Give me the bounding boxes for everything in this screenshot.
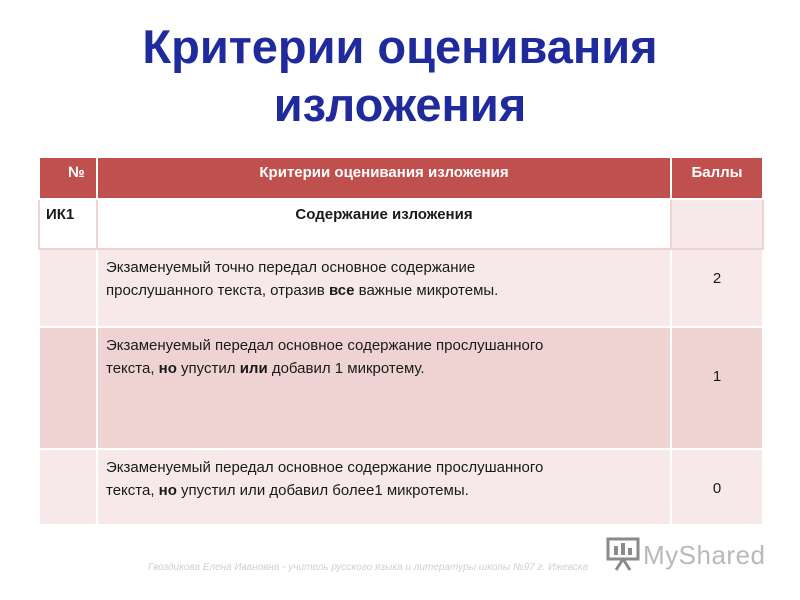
section-name: Содержание изложения: [97, 199, 671, 249]
criteria-text: упустил: [176, 360, 240, 377]
points-cell: [671, 449, 763, 525]
criteria-table: [38, 156, 764, 526]
row-number-empty: [39, 249, 97, 327]
criteria-cell: [97, 327, 671, 449]
criteria-emphasis: но: [158, 360, 177, 377]
presentation-board-icon: [605, 536, 641, 572]
section-row: [39, 199, 763, 249]
table-row: [39, 327, 763, 449]
criteria-text: важные микротемы.: [354, 282, 499, 299]
criteria-emphasis: или: [239, 360, 268, 377]
points-cell: [671, 327, 763, 449]
criteria-text: прослушанного текста, отразив: [106, 282, 329, 299]
page-title: [0, 18, 800, 134]
header-number: №: [39, 157, 97, 199]
header-points: Баллы: [671, 157, 763, 199]
criteria-line: Экзаменуемый передал основное содержание прослушанного: [106, 459, 544, 476]
criteria-text: текста,: [106, 482, 159, 499]
header-criteria: Критерии оценивания изложения: [97, 157, 671, 199]
section-code: ИК1: [39, 199, 97, 249]
table-row: [39, 249, 763, 327]
criteria-emphasis: но: [158, 482, 177, 499]
points-value: 2: [712, 270, 722, 287]
criteria-cell: [97, 249, 671, 327]
criteria-line: Экзаменуемый передал основное содержание прослушанного: [106, 337, 544, 354]
section-points-empty: [671, 199, 763, 249]
points-cell: [671, 249, 763, 327]
row-number-empty: [39, 449, 97, 525]
criteria-text: упустил или добавил более1 микротемы.: [176, 482, 469, 499]
criteria-emphasis: все: [328, 282, 355, 299]
row-number-empty: [39, 327, 97, 449]
criteria-text: добавил 1 микротему.: [267, 360, 425, 377]
title-line-1: Критерии оценивания: [142, 20, 658, 73]
author-footer: Гвоздикова Елена Ивановна - учитель русского языка и литературы школы №97 г. Ижевска: [148, 562, 589, 573]
myshared-logo[interactable]: [605, 536, 765, 572]
criteria-text: текста,: [106, 360, 159, 377]
table-row: [39, 449, 763, 525]
table-header-row: [39, 157, 763, 199]
points-value: 0: [712, 480, 722, 497]
logo-text: MyShared: [643, 540, 766, 570]
criteria-cell: [97, 449, 671, 525]
title-line-2: изложения: [273, 78, 527, 131]
points-value: 1: [712, 368, 722, 385]
criteria-line: Экзаменуемый точно передал основное содержание: [106, 259, 476, 276]
